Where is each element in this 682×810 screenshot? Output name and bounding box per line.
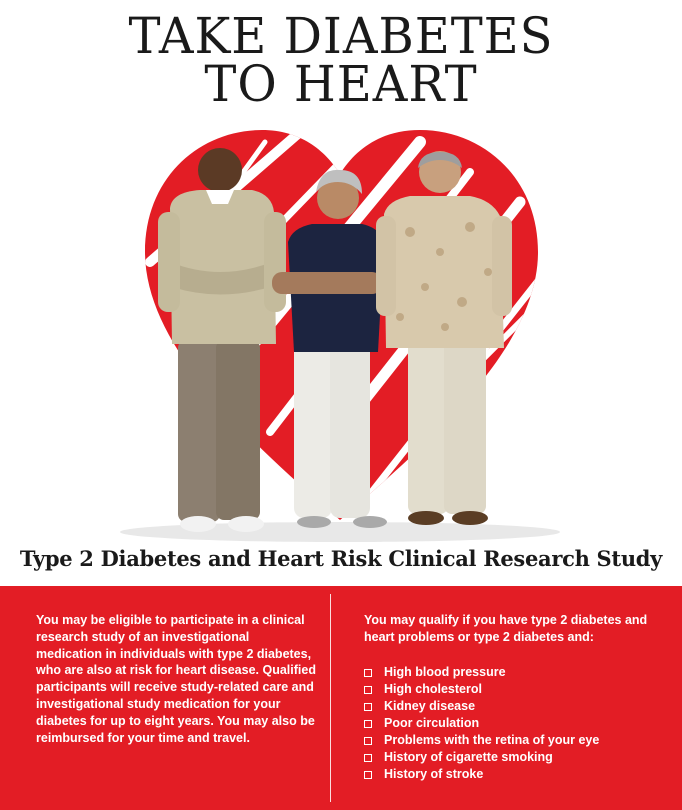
criteria-label: History of stroke: [384, 767, 484, 781]
headline-line-2: TO HEART: [204, 55, 478, 113]
criteria-label: High blood pressure: [384, 665, 506, 679]
checkbox-icon: [364, 754, 372, 762]
checkbox-icon: [364, 771, 372, 779]
checkbox-icon: [364, 669, 372, 677]
info-panel: [0, 586, 682, 810]
column-divider: [330, 594, 331, 802]
criteria-label: Poor circulation: [384, 716, 480, 730]
criteria-item: [364, 749, 599, 766]
eligibility-paragraph: You may be eligible to participate in a clinical research study of an investigational medication in individuals with type 2 diabetes, who are also at risk for heart disease. Qualified participants will receive study-related care and investigational study medication for your diabetes for up to eight years. You may also be reimbursed for your time and travel.: [36, 613, 316, 745]
criteria-list: [364, 664, 599, 783]
criteria-item: [364, 732, 599, 749]
criteria-label: Problems with the retina of your eye: [384, 733, 600, 747]
checkbox-icon: [364, 720, 372, 728]
study-subtitle: Type 2 Diabetes and Heart Risk Clinical Research Study: [19, 546, 663, 571]
criteria-label: High cholesterol: [384, 682, 482, 696]
checkbox-icon: [364, 686, 372, 694]
criteria-label: Kidney disease: [384, 699, 476, 713]
checkbox-icon: [364, 703, 372, 711]
criteria-item: [364, 766, 599, 783]
qualify-intro: You may qualify if you have type 2 diabetes and heart problems or type 2 diabetes and:: [364, 613, 648, 644]
headline: [14, 7, 669, 113]
person-left: [158, 148, 286, 532]
hero-image: [0, 112, 682, 550]
criteria-item: [364, 681, 599, 698]
criteria-item: [364, 698, 599, 715]
checkbox-icon: [364, 737, 372, 745]
criteria-label: History of cigarette smoking: [384, 750, 553, 764]
criteria-item: [364, 664, 599, 681]
criteria-item: [364, 715, 599, 732]
headline-line-1: TAKE DIABETES: [128, 7, 554, 65]
heart-with-three-seniors-icon: [0, 112, 682, 550]
